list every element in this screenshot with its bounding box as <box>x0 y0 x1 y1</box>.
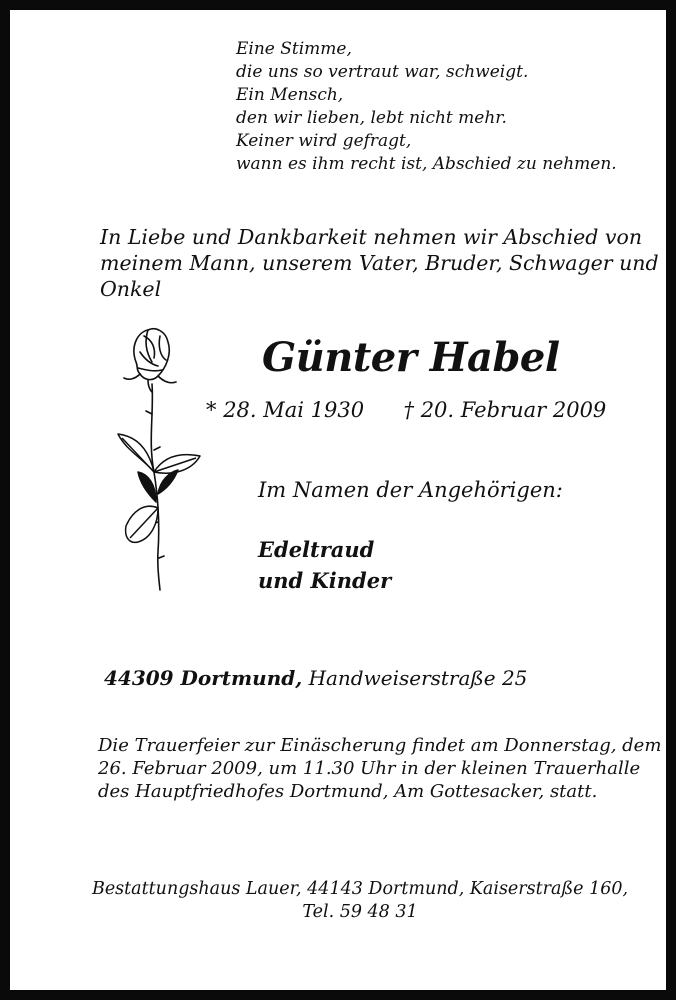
birth-star-icon: * <box>206 398 217 422</box>
poem-line: Ein Mensch, <box>236 85 344 105</box>
poem-line: Eine Stimme, <box>236 39 352 59</box>
mourner-names <box>258 534 391 596</box>
mourner-name: Edeltraud <box>258 537 375 562</box>
death-cross-icon: † <box>403 398 414 422</box>
funeral-home-line: Tel. 59 48 31 <box>302 902 418 922</box>
ceremony-line: 26. Februar 2009, um 11.30 Uhr in der kleinen Trauerhalle <box>98 758 641 779</box>
intro-line: meinem Mann, unserem Vater, Bruder, Schwager und <box>100 251 659 275</box>
ceremony-line: Die Trauerfeier zur Einäscherung findet am Donnerstag, dem <box>98 735 662 756</box>
ceremony-line: des Hauptfriedhofes Dortmund, Am Gottesacker, statt. <box>98 781 598 802</box>
deceased-name: Günter Habel <box>262 334 560 381</box>
poem-line: den wir lieben, lebt nicht mehr. <box>236 108 507 128</box>
intro-text <box>100 224 659 302</box>
birth-date: 28. Mai 1930 <box>223 398 365 422</box>
poem-line: wann es ihm recht ist, Abschied zu nehmen. <box>236 154 617 174</box>
mourner-name: und Kinder <box>258 568 392 593</box>
address <box>104 666 527 690</box>
poem <box>236 38 656 176</box>
life-dates <box>206 398 606 422</box>
poem-line: die uns so vertraut war, schweigt. <box>236 62 529 82</box>
poem-line: Keiner wird gefragt, <box>236 131 412 151</box>
ceremony-notice <box>98 734 662 803</box>
rose-icon <box>108 322 208 594</box>
intro-line: Onkel <box>100 277 162 301</box>
address-city: 44309 Dortmund, <box>104 666 303 690</box>
death-date: 20. Februar 2009 <box>420 398 607 422</box>
funeral-home <box>90 878 630 924</box>
address-street: Handweiserstraße 25 <box>308 666 528 690</box>
on-behalf-text: Im Namen der Angehörigen: <box>258 478 563 502</box>
intro-line: In Liebe und Dankbarkeit nehmen wir Abschied von <box>100 225 643 249</box>
funeral-home-line: Bestattungshaus Lauer, 44143 Dortmund, Kaiserstraße 160, <box>91 879 629 899</box>
